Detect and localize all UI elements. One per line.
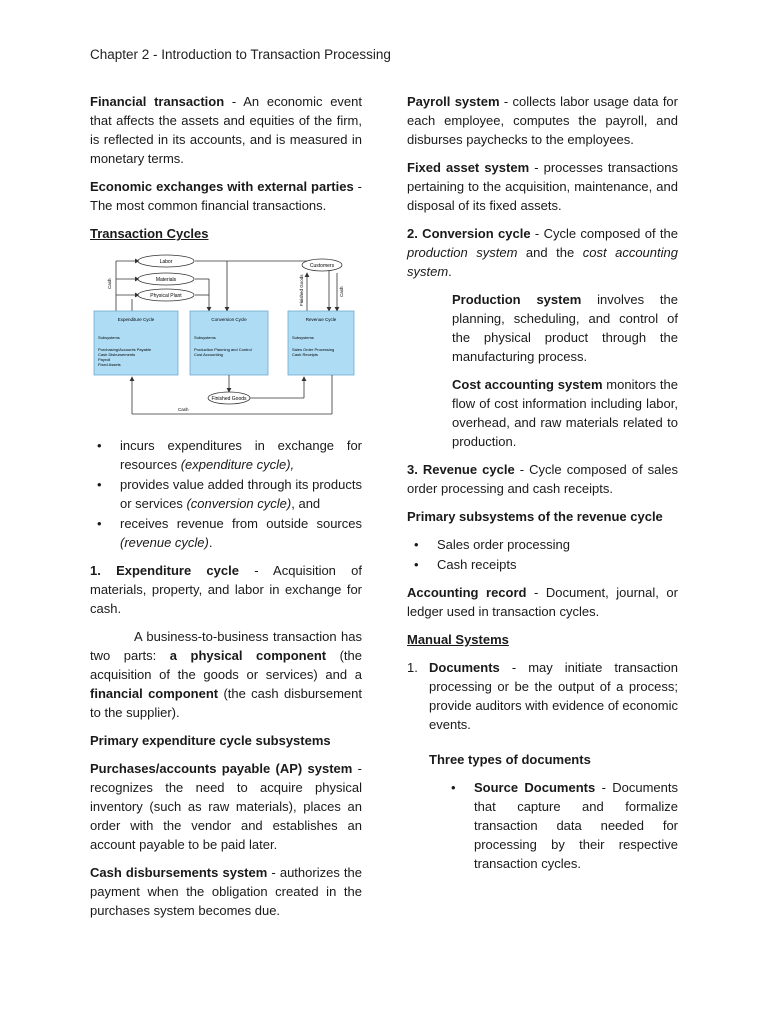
bullet-italic: (conversion cycle) [186, 496, 292, 511]
cycle-bullet-list [90, 436, 362, 552]
primary-expenditure-label: Primary expenditure cycle subsystems [90, 733, 331, 748]
manual-systems-heading-wrap [407, 630, 678, 649]
documents-text: - may initiate transaction processing or be the output of a process; provide auditors with evidence of economic events. [429, 660, 678, 732]
transaction-cycles-heading: Transaction Cycles [90, 226, 209, 241]
cost-accounting-text: monitors the flow of cost information including labor, overhead, and raw materials related to production. [452, 377, 678, 449]
financial-transaction-text: - An economic event that affects the assets and equities of the firm, is reflected in its accounts, and is measured in monetary terms. [90, 94, 362, 166]
transaction-cycles-heading-wrap [90, 224, 362, 243]
expenditure-cycle-text: - Acquisition of materials, property, and labor in exchange for cash. [90, 563, 362, 616]
bullet-text: provides value added through its products or services [120, 477, 362, 511]
list-item [90, 475, 362, 513]
fixed-asset-paragraph [407, 158, 678, 215]
primary-expenditure-heading [90, 731, 362, 750]
revenue-cycle-paragraph [407, 460, 678, 498]
manual-systems-heading: Manual Systems [407, 632, 509, 647]
bullet-italic: (revenue cycle) [120, 535, 209, 550]
conversion-text-3: . [448, 264, 452, 279]
revenue-line-1: Sales Order Processing [292, 347, 335, 352]
cash-disbursements-term: Cash disbursements system [90, 865, 268, 880]
production-system-text: involves the planning, scheduling, and control of the physical product through the manufacturing process. [452, 292, 678, 364]
bullet-tail: , and [291, 496, 321, 511]
financial-transaction-term: Financial transaction [90, 94, 225, 109]
payroll-paragraph [407, 92, 678, 149]
list-item [90, 514, 362, 552]
bullet-italic: (expenditure cycle), [180, 457, 295, 472]
left-column [90, 92, 362, 929]
revenue-subsystems-list [407, 535, 678, 574]
diagram-physical-plant-label: Physical Plant [150, 293, 182, 299]
purchases-ap-term: Purchases/accounts payable (AP) system [90, 761, 353, 776]
fixed-asset-text: - processes transactions pertaining to the acquisition, maintenance, and disposal of its fixed assets. [407, 160, 678, 213]
fixed-asset-term: Fixed asset system [407, 160, 530, 175]
conversion-italic-2: cost accounting system [407, 245, 678, 279]
conversion-line-1: Production Planning and Control [194, 347, 252, 352]
documents-paragraph [407, 658, 678, 734]
production-system-paragraph [407, 290, 678, 366]
expenditure-cycle-paragraph [90, 561, 362, 618]
accounting-record-text: - Document, journal, or ledger used in transaction cycles. [407, 585, 678, 619]
three-types-label: Three types of documents [429, 752, 591, 767]
b2b-text-2: (the acquisition of the goods or services) and a [90, 648, 363, 682]
revenue-line-2: Cash Receipts [292, 352, 319, 357]
revenue-cycle-term: 3. Revenue cycle [407, 462, 515, 477]
b2b-text-3: (the cash disbursement to the supplier). [90, 686, 363, 720]
list-item: • Sales order processing [407, 535, 678, 554]
three-types-heading [407, 750, 678, 769]
expenditure-line-4: Fixed Assets [98, 362, 121, 367]
diagram-customers-label: Customers [309, 263, 335, 269]
cost-accounting-term: Cost accounting system [452, 377, 603, 392]
diagram-labor-label: Labor [159, 259, 173, 265]
expenditure-subsystems-label: Subsystems [98, 335, 120, 340]
primary-revenue-heading [407, 507, 678, 526]
b2b-physical-term: a physical component [169, 648, 327, 663]
conversion-text-1: - Cycle composed of the [530, 226, 678, 241]
economic-exchanges-paragraph [90, 177, 362, 215]
diagram-materials-label: Materials [155, 277, 177, 283]
source-documents-term: Source Documents [474, 780, 596, 795]
documents-number: 1. [407, 660, 418, 675]
production-system-term: Production system [452, 292, 582, 307]
diagram-cash-right-label: Cash [339, 286, 344, 297]
accounting-record-paragraph [407, 583, 678, 621]
diagram-finished-goods-label: Finished Goods [211, 396, 247, 402]
payroll-term: Payroll system [407, 94, 500, 109]
payroll-text: - collects labor usage data for each employee, computes the payroll, and disburses paychecks to the employees. [407, 94, 678, 147]
diagram-finished-goods-vertical-label: Finished Goods [299, 274, 304, 306]
bullet-text: receives revenue from outside sources [120, 516, 362, 531]
cash-disbursements-paragraph [90, 863, 362, 920]
b2b-financial-term: financial component [90, 686, 219, 701]
bullet-text: incurs expenditures in exchange for resources [120, 438, 362, 472]
revenue-subsystems-label: Subsystems [292, 335, 314, 340]
purchases-ap-text: - recognizes the need to acquire physical inventory (such as raw materials), places an order with the vendor and establishes an account payable to be paid later. [90, 761, 362, 852]
source-documents-text: - Documents that capture and formalize transaction data needed for processing by their respective transaction cycles. [474, 780, 678, 871]
conversion-italic-1: production system [407, 245, 518, 260]
cash-disbursements-text: - authorizes the payment when the obligation created in the purchases system becomes due. [90, 865, 363, 918]
conversion-cycle-title: Conversion Cycle [211, 317, 247, 322]
transaction-cycles-diagram [92, 251, 360, 421]
revenue-cycle-text: - Cycle composed of sales order processing and cash receipts. [407, 462, 678, 496]
primary-revenue-label: Primary subsystems of the revenue cycle [407, 509, 663, 524]
conversion-cycle-term: 2. Conversion cycle [407, 226, 531, 241]
expenditure-cycle-title: Expenditure Cycle [117, 317, 155, 322]
economic-exchanges-text: - The most common financial transactions. [90, 179, 362, 213]
source-documents-paragraph [407, 778, 678, 873]
documents-term: Documents [429, 660, 500, 675]
expenditure-line-1: Purchasing/Accounts Payable [98, 347, 152, 352]
bullet-tail: . [208, 535, 213, 550]
purchases-ap-paragraph [90, 759, 362, 854]
list-item: • Cash receipts [407, 555, 678, 574]
b2b-paragraph [90, 627, 362, 722]
conversion-cycle-paragraph [407, 224, 678, 281]
diagram-cash-left-label: Cash [107, 278, 112, 289]
expenditure-line-2: Cash Disbursements [98, 352, 136, 357]
list-item [90, 436, 362, 474]
expenditure-line-3: Payroll [98, 357, 111, 362]
revenue-cycle-title: Revenue Cycle [305, 317, 337, 322]
conversion-line-2: Cost Accounting [194, 352, 223, 357]
conversion-subsystems-label: Subsystems [194, 335, 216, 340]
b2b-text-1: A business-to-business transaction has two parts: [90, 629, 362, 663]
financial-transaction-paragraph [90, 92, 362, 168]
conversion-text-2: and the [517, 245, 583, 260]
expenditure-cycle-term: 1. Expenditure cycle [90, 563, 239, 578]
accounting-record-term: Accounting record [407, 585, 527, 600]
diagram-cash-bottom-label: Cash [178, 407, 189, 412]
economic-exchanges-term: Economic exchanges with external parties [90, 179, 354, 194]
page-header: Chapter 2 - Introduction to Transaction Processing [90, 47, 391, 62]
cost-accounting-paragraph [407, 375, 678, 451]
right-column [407, 92, 678, 882]
